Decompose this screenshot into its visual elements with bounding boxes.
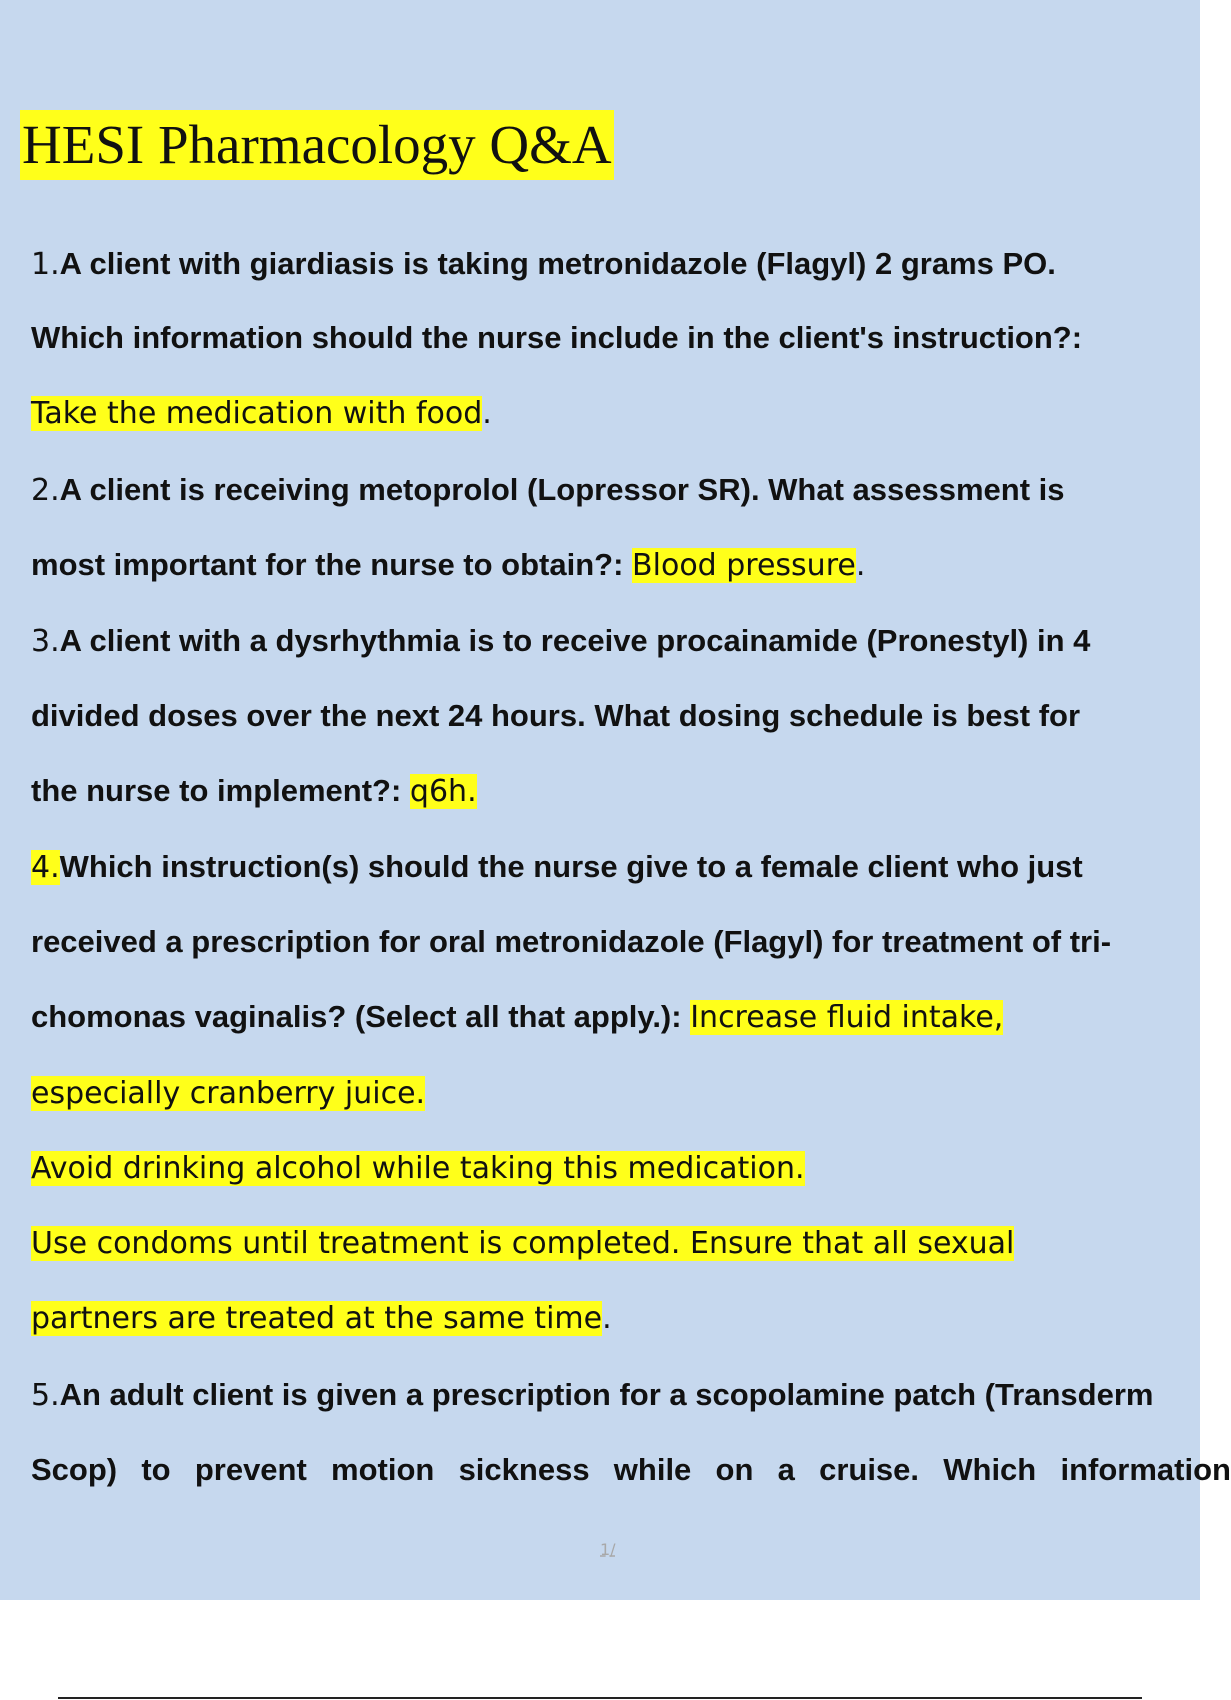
question-1-number: 1. (31, 247, 60, 282)
question-2-text-1: A client is receiving metoprolol (Lopressor SR). What assessment is (59, 472, 1065, 507)
question-4-answer-3b: partners are treated at the same time (31, 1301, 603, 1336)
question-1-answer: Take the medication with food (31, 396, 483, 431)
question-5-word: prevent (194, 1452, 307, 1487)
question-1-tail: . (482, 396, 492, 431)
question-4-answer-3a-line (31, 1225, 1014, 1262)
question-5-word: to (141, 1452, 171, 1487)
question-2-number: 2. (31, 473, 60, 508)
question-4-text-3: chomonas vaginalis? (Select all that apply.): (31, 999, 691, 1034)
question-5-word: information (1060, 1452, 1231, 1487)
question-3-line-2: divided doses over the next 24 hours. What dosing schedule is best for (31, 698, 1081, 733)
question-5-word: while (613, 1452, 692, 1487)
question-4-tail: . (602, 1301, 612, 1336)
question-3-line-3 (31, 773, 477, 810)
question-4-line-1 (31, 849, 1083, 886)
question-1-answer-line (31, 395, 492, 432)
question-4-line-3 (31, 999, 1003, 1036)
question-1-line-2: Which information should the nurse include in the client's instruction?: (31, 320, 1083, 355)
question-5-word: Scop) (31, 1452, 118, 1487)
question-5-word: cruise. (819, 1452, 920, 1487)
question-5-word: a (777, 1452, 795, 1487)
question-4-answer-1a: Increase fluid intake, (690, 1000, 1004, 1035)
question-5-line-2 (31, 1452, 1231, 1488)
question-2-line-1 (31, 472, 1065, 509)
page-number: 1/ (600, 1540, 616, 1559)
question-4-answer-2-line (31, 1150, 805, 1187)
document-title: HESI Pharmacology Q&A (20, 110, 614, 180)
question-4-answer-1b: especially cranberry juice. (31, 1076, 426, 1111)
question-5-word: sickness (458, 1452, 590, 1487)
question-4-line-2: received a prescription for oral metronidazole (Flagyl) for treatment of tri- (31, 924, 1112, 959)
question-4-answer-3b-line (31, 1300, 612, 1337)
question-4-answer-1b-line (31, 1075, 425, 1112)
question-4-number: 4. (31, 850, 60, 885)
question-2-answer: Blood pressure (632, 548, 856, 583)
question-2-tail: . (855, 548, 866, 583)
question-5-word: on (715, 1452, 754, 1487)
question-4-text-1: Which instruction(s) should the nurse give to a female client who just (59, 849, 1083, 884)
question-3-number: 3. (31, 624, 60, 659)
question-4-answer-3a: Use condoms until treatment is completed. Ensure that all sexual (31, 1226, 1015, 1261)
question-1-text-1: A client with giardiasis is taking metronidazole (Flagyl) 2 grams PO. (59, 246, 1056, 281)
question-3-text-3: the nurse to implement?: (31, 773, 410, 808)
question-5-number: 5. (31, 1378, 60, 1413)
question-2-text-2: most important for the nurse to obtain?: (31, 547, 633, 582)
question-5-word: Which (943, 1452, 1037, 1487)
question-5-line-1 (31, 1377, 1153, 1414)
footer-divider (58, 1697, 1142, 1699)
question-2-line-2 (31, 547, 865, 584)
question-3-answer: q6h. (409, 774, 477, 809)
question-5-word: motion (331, 1452, 435, 1487)
question-3-text-1: A client with a dysrhythmia is to receive procainamide (Pronestyl) in 4 (59, 623, 1091, 658)
question-1-line-1 (31, 246, 1056, 283)
question-3-line-1 (31, 623, 1090, 660)
question-4-answer-2: Avoid drinking alcohol while taking this medication. (31, 1151, 805, 1186)
question-5-text-1: An adult client is given a prescription for a scopolamine patch (Transderm (59, 1377, 1154, 1412)
